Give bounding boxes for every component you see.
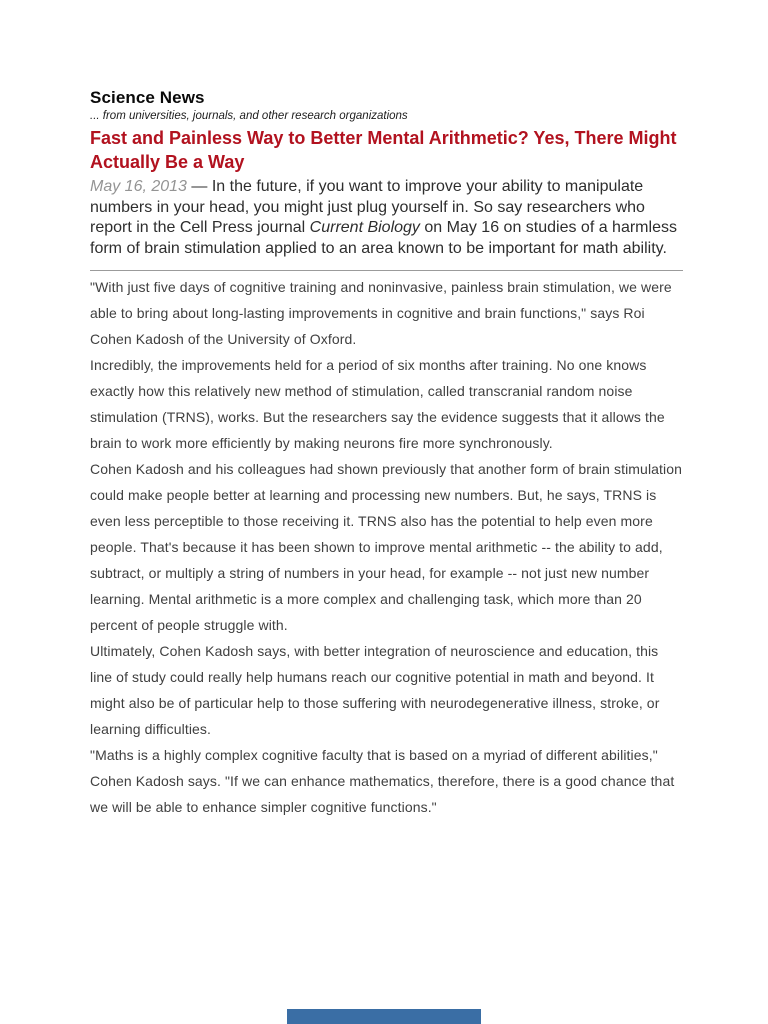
lede-text: — In the future, if you want to improve your ability to manipulate numbers in your head, you might just plug yourself in. So say researchers who report in the Cell Press journal [90, 178, 645, 237]
source-brand-title: Science News [90, 88, 205, 107]
article-body [90, 274, 683, 820]
source-tagline: ... from universities, journals, and other research organizations [90, 110, 408, 122]
next-page-element-peek [287, 1009, 481, 1024]
article-lede [90, 177, 683, 259]
body-paragraph: Ultimately, Cohen Kadosh says, with better integration of neuroscience and education, this line of study could really help humans reach our cognitive potential in math and beyond. It might also be of particular help to those suffering with neurodegenerative illness, stroke, or learning difficulties. [90, 643, 660, 738]
body-paragraph: Incredibly, the improvements held for a period of six months after training. No one knows exactly how this relatively new method of stimulation, called transcranial random noise stimulation (TRNS), works. But the researchers say the evidence suggests that it allows the brain to work more efficiently by making neurons fire more synchronously. [90, 357, 665, 452]
article-headline: Fast and Painless Way to Better Mental Arithmetic? Yes, There Might Actually Be a Way [90, 128, 677, 172]
lede-text-tail: on May 16 on studies of a harmless form of brain stimulation applied to an area known to be important for math ability. [90, 219, 677, 257]
journal-name: Current Biology [309, 219, 420, 237]
body-paragraph: "Maths is a highly complex cognitive faculty that is based on a myriad of different abilities," Cohen Kadosh says. "If we can enhance mathematics, therefore, there is a good chance that we will be able to enhance simpler cognitive functions." [90, 747, 675, 816]
article [90, 88, 683, 820]
body-paragraph: Cohen Kadosh and his colleagues had shown previously that another form of brain stimulation could make people better at learning and processing new numbers. But, he says, TRNS is even less perceptible to those receiving it. TRNS also has the potential to help even more people. That's because it has been shown to improve mental arithmetic -- the ability to add, subtract, or multiply a string of numbers in your head, for example -- not just new number learning. Mental arithmetic is a more complex and challenging task, which more than 20 percent of people struggle with. [90, 461, 683, 634]
section-divider [90, 270, 683, 271]
body-paragraph: "With just five days of cognitive training and noninvasive, painless brain stimulation, we were able to bring about long-lasting improvements in cognitive and brain functions," says Roi Cohen Kadosh of the University of Oxford. [90, 279, 672, 348]
article-date: May 16, 2013 [90, 178, 187, 195]
